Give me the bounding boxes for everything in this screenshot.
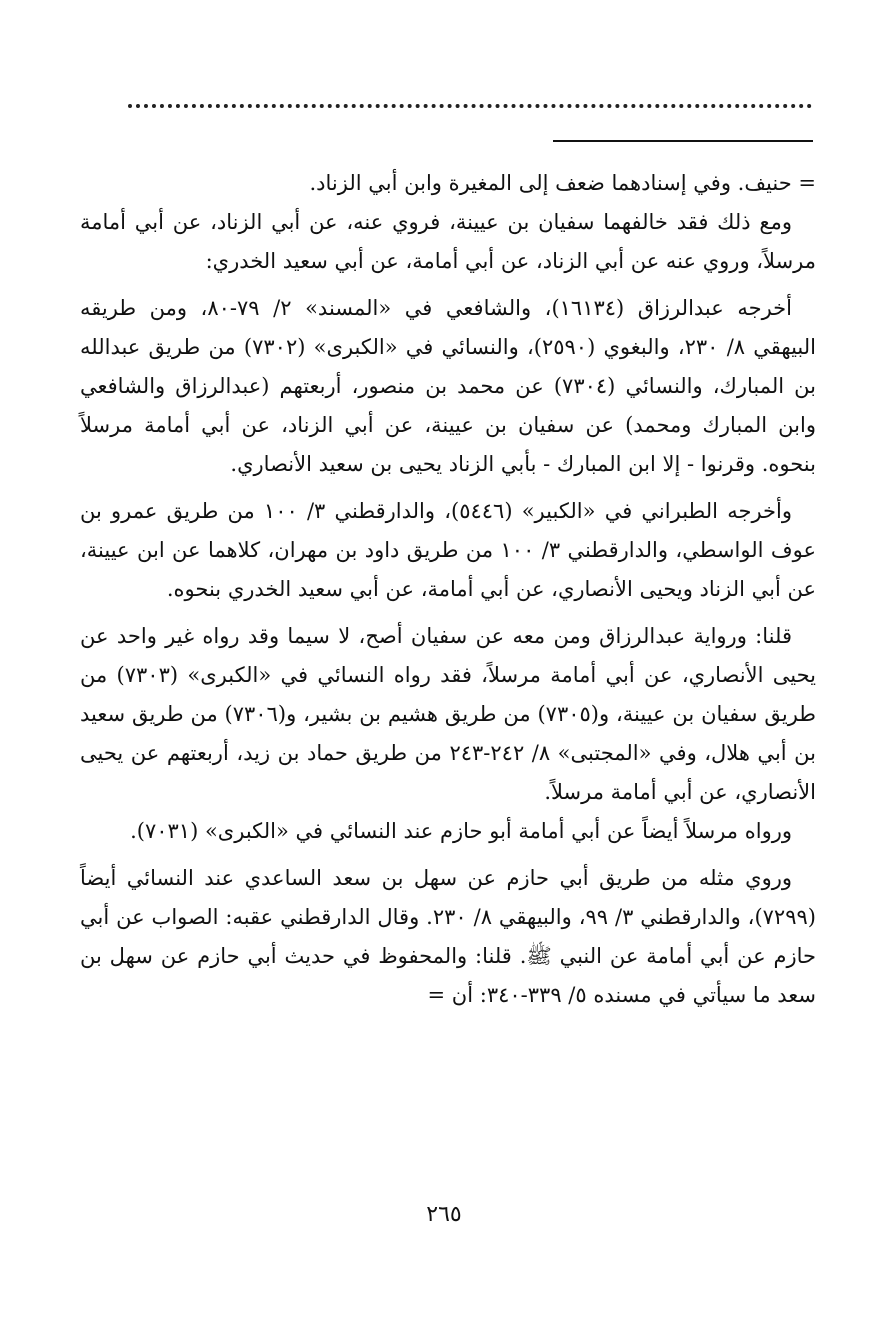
paragraph: ومع ذلك فقد خالفهما سفيان بن عيينة، فروي عنه، عن أبي الزناد، عن أبي أمامة مرسلاً، وروي عنه عن أبي الزناد، عن أبي أمامة، عن أبي سعيد الخدري: xyxy=(80,210,816,273)
paragraph: ورواه مرسلاً أيضاً عن أبي أمامة أبو حازم عند النسائي في «الكبرى» (٧٠٣١). xyxy=(130,819,792,843)
paragraph: وروي مثله من طريق أبي حازم عن سهل بن سعد الساعدي عند النسائي أيضاً (٧٢٩٩)، والدارقطني ٣/ ٩٩، والبيهقي ٨/ ٢٣٠. وقال الدارقطني عقبه: الصواب عن أبي حازم عن أبي أمامة عن النبي ﷺ. قلنا: والمحفوظ في حديث أبي حازم عن سهل بن سعد ما سيأتي في مسنده ٥/ ٣٣٩-٣٤٠: أن = xyxy=(80,866,816,1007)
footnote-rule xyxy=(553,140,813,142)
page-number: ٢٦٥ xyxy=(426,1202,462,1227)
footnote-text xyxy=(80,164,816,1015)
paragraph: قلنا: ورواية عبدالرزاق ومن معه عن سفيان أصح، لا سيما وقد رواه غير واحد عن يحيى الأنصاري، عن أبي أمامة مرسلاً، فقد رواه النسائي في «الكبرى» (٧٣٠٣) من طريق سفيان بن عيينة، و(٧٣٠٥) من طريق هشيم بن بشير، و(٧٣٠٦) من طريق سعيد بن أبي هلال، وفي «المجتبى» ٨/ ٢٤٢-٢٤٣ من طريق حماد بن زيد، أربعتهم عن يحيى الأنصاري، عن أبي أمامة مرسلاً. xyxy=(80,624,816,804)
paragraph: أخرجه عبدالرزاق (١٦١٣٤)، والشافعي في «المسند» ٢/ ٧٩-٨٠، ومن طريقه البيهقي ٨/ ٢٣٠، والبغوي (٢٥٩٠)، والنسائي في «الكبرى» (٧٣٠٢) من طريق عبدالله بن المبارك، والنسائي (٧٣٠٤) عن محمد بن منصور، أربعتهم (عبدالرزاق والشافعي وابن المبارك ومحمد) عن سفيان بن عيينة، عن أبي الزناد، عن أبي أمامة مرسلاً بنحوه. وقرنوا - إلا ابن المبارك - بأبي الزناد يحيى بن سعيد الأنصاري. xyxy=(80,296,817,476)
paragraph-continuation: = حنيف. وفي إسنادهما ضعف إلى المغيرة وابن أبي الزناد. xyxy=(309,171,816,195)
dotted-separator xyxy=(128,96,812,108)
paragraph: وأخرجه الطبراني في «الكبير» (٥٤٤٦)، والدارقطني ٣/ ١٠٠ من طريق عمرو بن عوف الواسطي، والدارقطني ٣/ ١٠٠ من طريق داود بن مهران، كلاهما عن ابن عيينة، عن أبي الزناد ويحيى الأنصاري، عن أبي أمامة، عن أبي سعيد الخدري بنحوه. xyxy=(80,499,816,601)
